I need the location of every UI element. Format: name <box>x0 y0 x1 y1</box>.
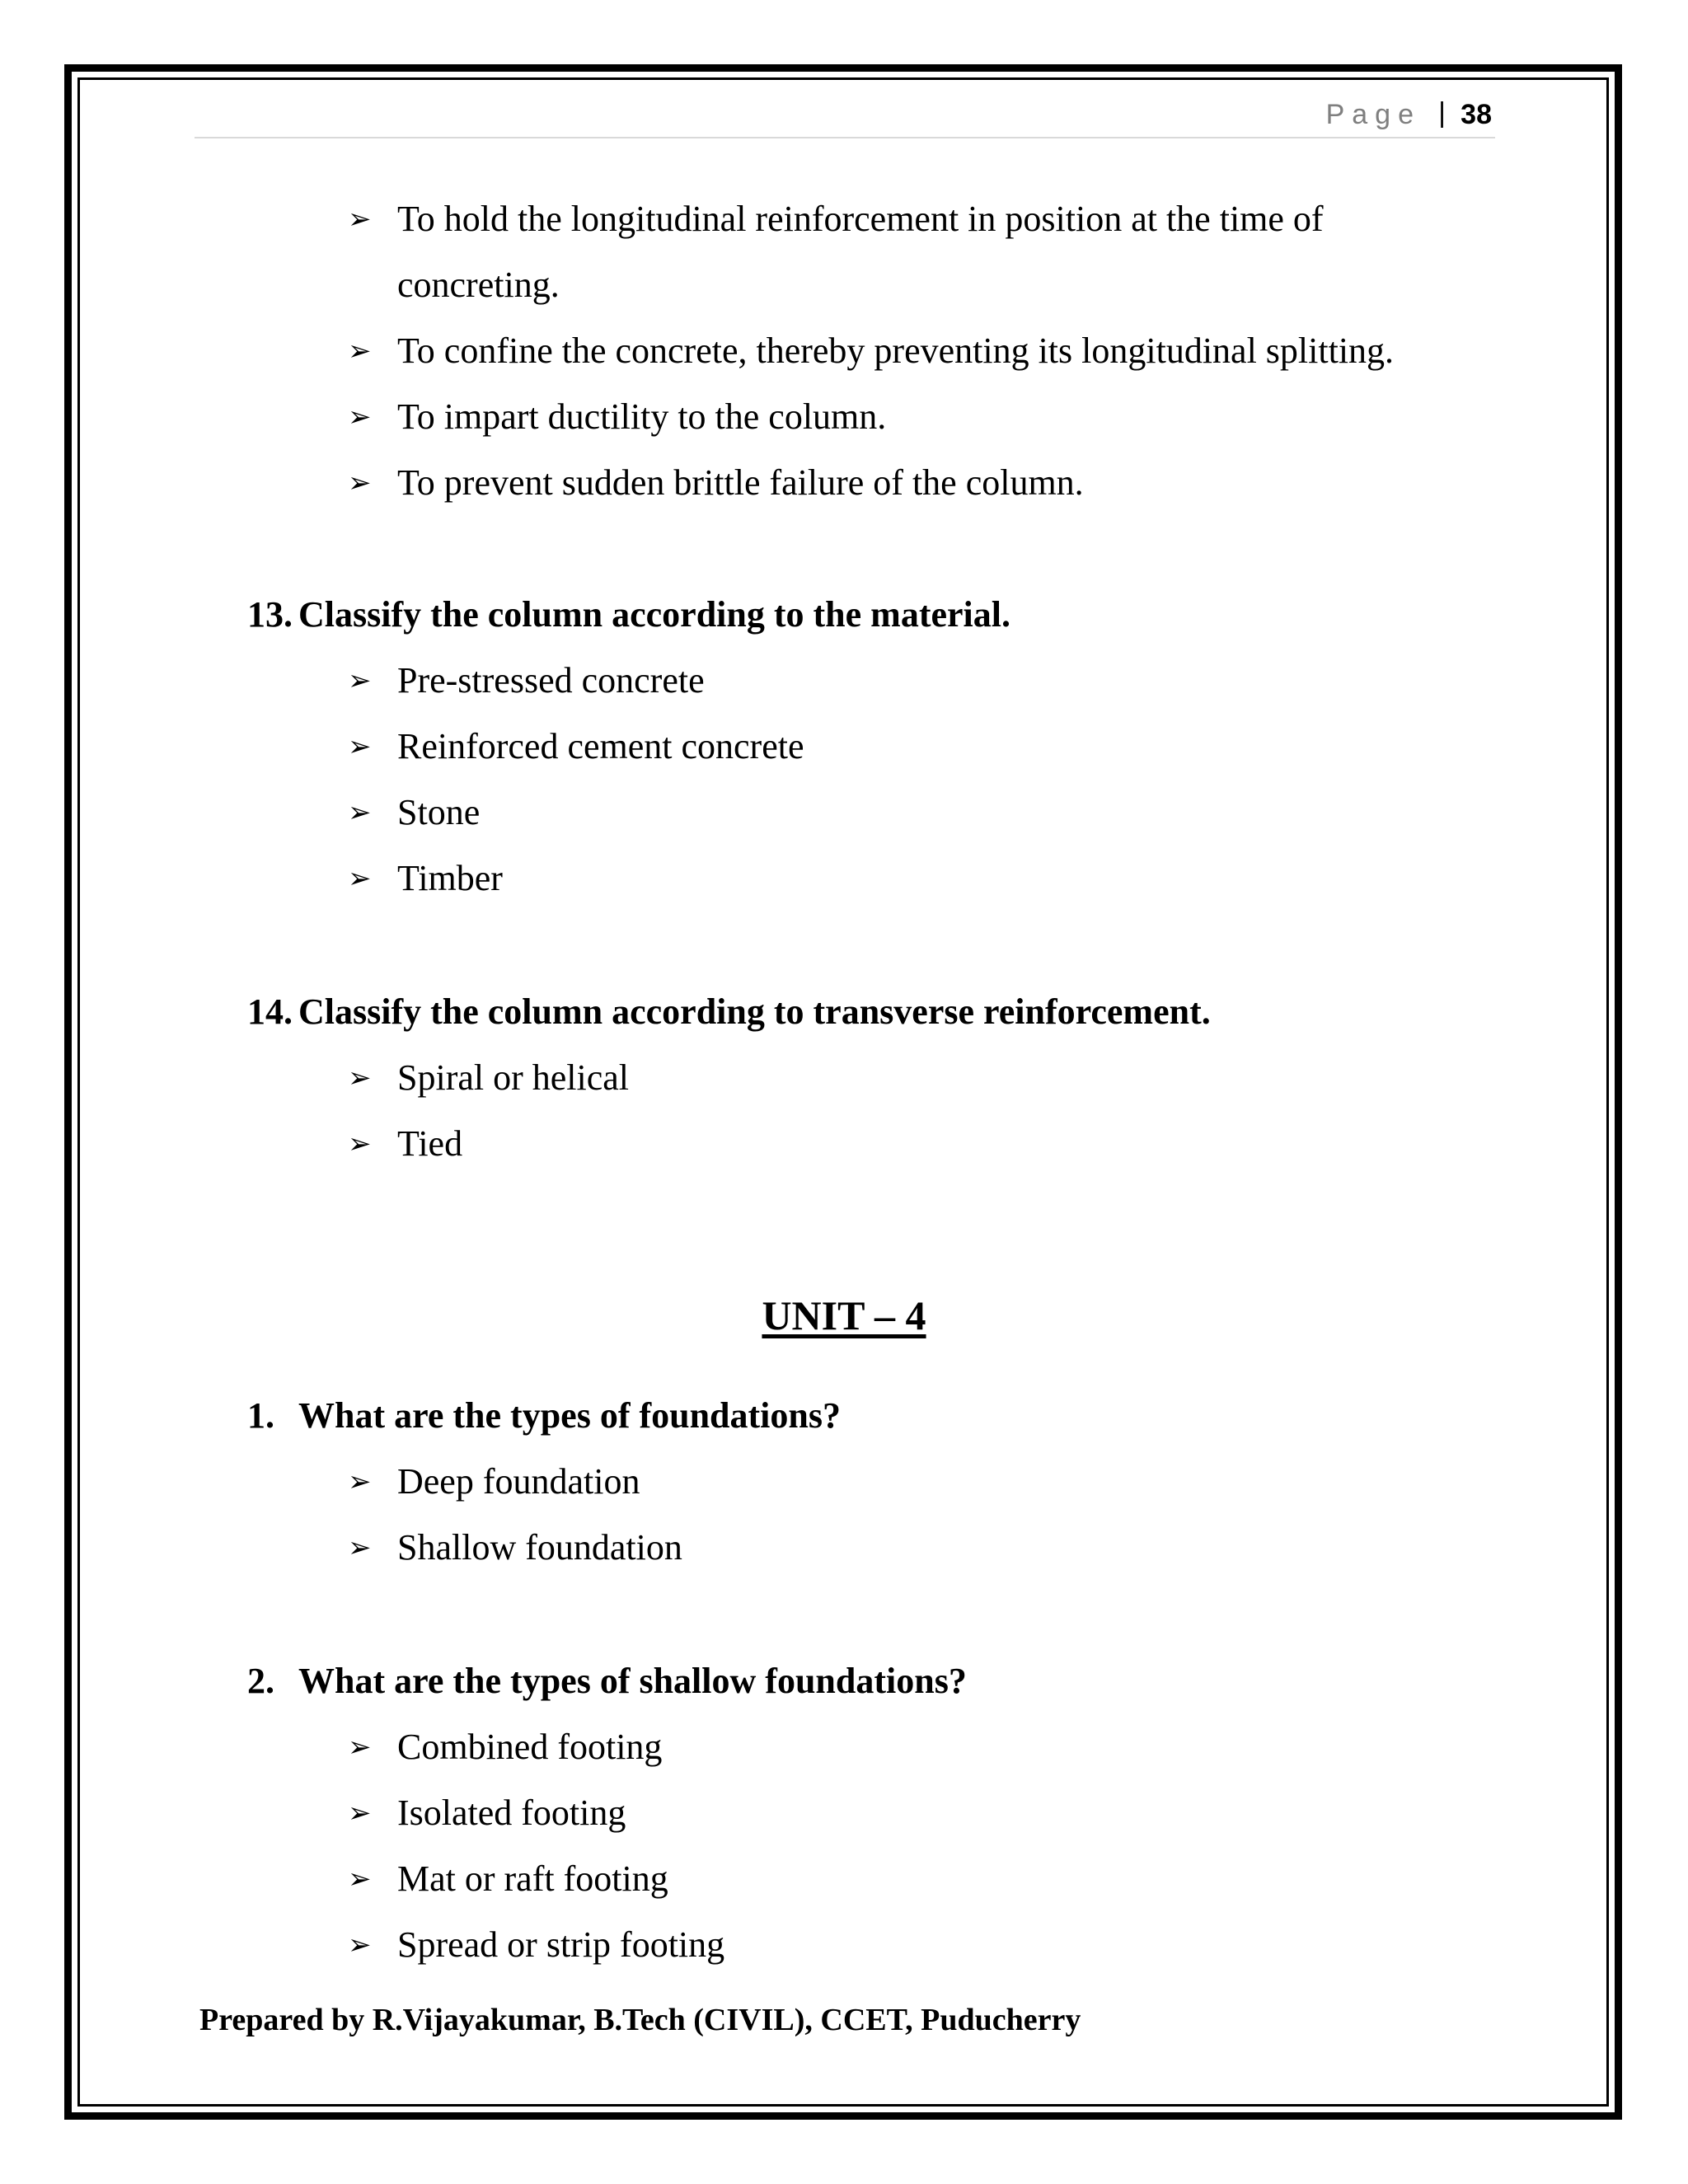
arrow-bullet-icon: ➢ <box>348 1062 372 1094</box>
question-number: 14. <box>247 991 293 1032</box>
arrow-bullet-icon: ➢ <box>348 1863 372 1896</box>
arrow-bullet-icon: ➢ <box>348 796 372 829</box>
arrow-bullet-icon: ➢ <box>348 466 372 499</box>
arrow-bullet-icon: ➢ <box>348 664 372 697</box>
question-text: What are the types of shallow foundations? <box>298 1661 967 1701</box>
question-number: 1. <box>247 1395 274 1436</box>
question-text: What are the types of foundations? <box>298 1395 842 1436</box>
arrow-bullet-icon: ➢ <box>348 1465 372 1498</box>
arrow-bullet-icon: ➢ <box>348 1127 372 1160</box>
arrow-bullet-icon: ➢ <box>348 1531 372 1564</box>
page-label: Page <box>1325 99 1421 130</box>
question-number: 2. <box>247 1661 274 1701</box>
arrow-bullet-icon: ➢ <box>348 203 372 236</box>
list-item-continuation: concreting. <box>397 265 560 305</box>
page-header <box>195 92 1495 138</box>
question-number: 13. <box>247 594 293 635</box>
arrow-bullet-icon: ➢ <box>348 1929 372 1961</box>
arrow-bullet-icon: ➢ <box>348 1797 372 1830</box>
arrow-bullet-icon: ➢ <box>348 1731 372 1764</box>
page-number: 38 <box>1461 99 1492 130</box>
arrow-bullet-icon: ➢ <box>348 730 372 763</box>
arrow-bullet-icon: ➢ <box>348 862 372 895</box>
page-border-inner <box>77 77 1609 2107</box>
question-text: Classify the column according to the material. <box>298 594 1010 635</box>
unit-heading: UNIT – 4 <box>762 1292 926 1338</box>
arrow-bullet-icon: ➢ <box>348 335 372 368</box>
arrow-bullet-icon: ➢ <box>348 401 372 434</box>
page-footer: Prepared by R.Vijayakumar, B.Tech (CIVIL), CCET, Puducherry <box>199 2003 1081 2037</box>
page-separator: | <box>1438 97 1446 129</box>
question-text: Classify the column according to transverse reinforcement. <box>298 991 1211 1032</box>
